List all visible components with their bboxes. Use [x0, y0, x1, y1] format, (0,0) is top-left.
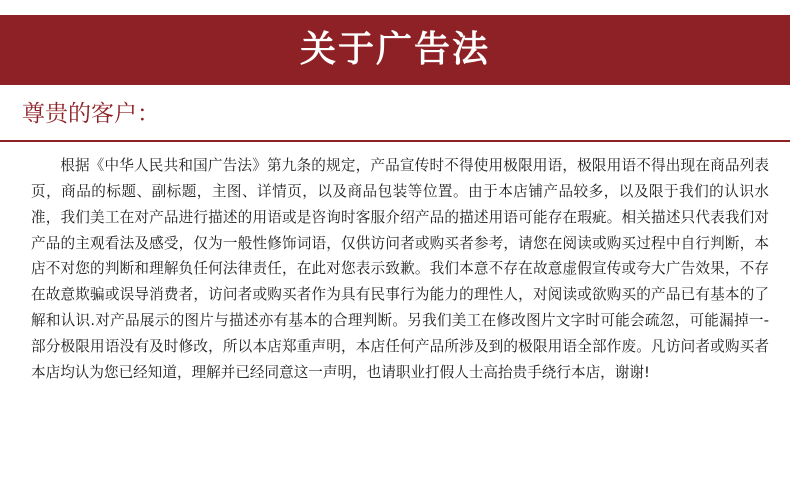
greeting-heading: 尊贵的客户：	[22, 101, 160, 127]
section-divider	[0, 140, 790, 142]
title-banner	[0, 15, 790, 85]
page-title: 关于广告法	[299, 29, 490, 70]
notice-paragraph: 根据《中华人民共和国广告法》第九条的规定，产品宣传时不得使用极限用语，极限用语不得出现在商品列表页，商品的标题、副标题，主图、详情页，以及商品包装等位置。由于本店铺产品较多，以及限于我们的认识水准，我们美工在对产品进行描述的用语或是咨询时客服介绍产品的描述用语可能存在瑕疵。相关描述只代表我们对产品的主观看法及感受，仅为一般性修饰词语，仅供访问者或购买者参考，请您在阅读或购买过程中自行判断，本店不对您的判断和理解负任何法律责任，在此对您表示致歉。我们本意不存在故意虚假宣传或夸大广告效果，不存在故意欺骗或误导消费者，访问者或购买者作为具有民事行为能力的理性人，对阅读或欲购买的产品已有基本的了解和认识.对产品展示的图片与描述亦有基本的合理判断。另我们美工在修改图片文字时可能会疏忽，可能漏掉一-部分极限用语没有及时修改，所以本店郑重声明，本店任何产品所涉及到的极限用语全部作废。凡访问者或购买者本店均认为您已经知道，理解并已经同意这一声明，也请职业打假人士高抬贵手绕行本店，谢谢!	[31, 157, 769, 381]
